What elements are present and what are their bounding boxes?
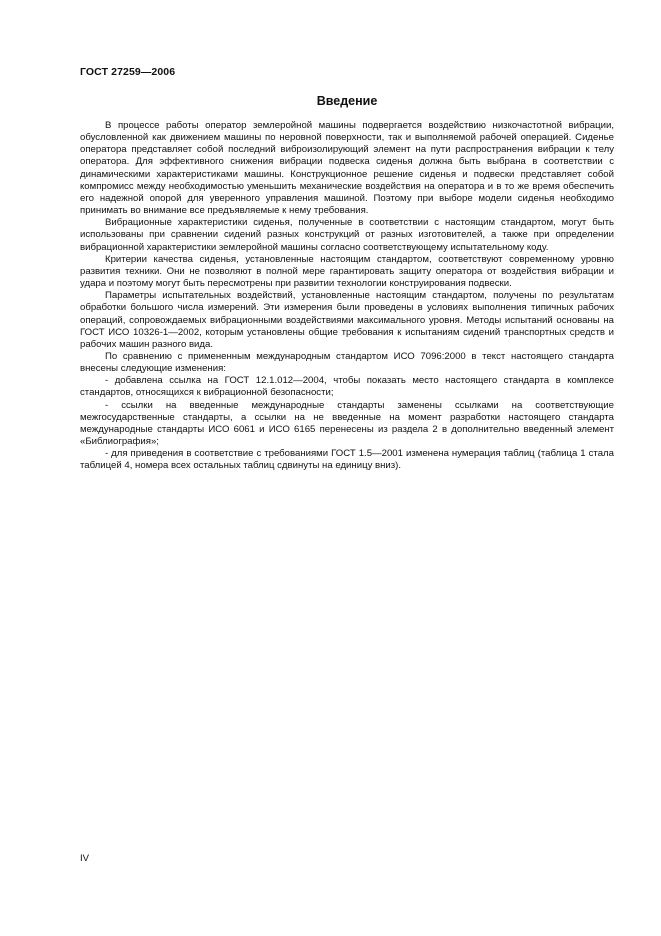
list-item-change-2: - ссылки на введенные международные стандарты заменены ссылками на соответствующие межгосударственные стандарты, а ссылки на не введенные на момент разработки настоящего стандарта международные стандарты ИСО 6061 и ИСО 6165 перенесены из раздела 2 в дополнительно введенный элемент «Библиография»; (80, 399, 614, 448)
list-item-change-3: - для приведения в соответствие с требованиями ГОСТ 1.5—2001 изменена нумерация таблиц (таблица 1 стала таблицей 4, номера всех остальных таблиц сдвинуты на единицу вниз). (80, 448, 614, 472)
paragraph-intro: В процессе работы оператор землеройной машины подвергается воздействию низкочастотной вибрации, обусловленной как движением машины по неровной поверхности, так и выполняемой рабочей операцией. Сиденье оператора представляет собой последний виброизолирующий элемент на пути распространения вибрации к телу оператора. Для эффективного снижения вибрации подвеска сиденья должна быть выбрана в соответствии с динамическими характеристиками машины. Конструкционное решение сиденья и подвески представляет собой компромисс между необходимостью уменьшить механические воздействия на оператора и в то же время обеспечить его надежной опорой для уверенного управления машиной. Поэтому при выборе модели сиденья необходимо принимать во внимание все предъявляемые к нему требования. (80, 120, 614, 217)
paragraph-test-parameters: Параметры испытательных воздействий, установленные настоящим стандартом, получены по результатам обработки большого числа измерений. Эти измерения были проведены в условиях выполнения типичных рабочих операций, сопровождаемых вибрационными воздействиями максимального уровня. Методы испытаний основаны на ГОСТ ИСО 10326-1—2002, которым установлены общие требования к испытаниям сидений транспортных средств и рабочих машин разного вида. (80, 290, 614, 350)
section-title: Введение (316, 94, 378, 108)
list-item-change-1: - добавлена ссылка на ГОСТ 12.1.012—2004, чтобы показать место настоящего стандарта в комплексе стандартов, относящихся к вибрационной безопасности; (80, 375, 614, 399)
paragraph-quality-criteria: Критерии качества сиденья, установленные настоящим стандартом, соответствуют современному уровню развития техники. Они не позволяют в полной мере гарантировать защиту оператора от воздействия вибрации и удара и поэтому могут быть пересмотрены при развитии технологии конструирования подвески. (80, 253, 614, 290)
page-header-standard-code: ГОСТ 27259—2006 (80, 66, 176, 78)
paragraph-vibration-characteristics: Вибрационные характеристики сиденья, полученные в соответствии с настоящим стандартом, могут быть использованы при сравнении сидений разных конструкций от разных изготовителей, а также при определении вибрационной характеристики землеройной машины согласно соответствующему испытательному коду. (80, 217, 614, 253)
paragraph-changes-intro: По сравнению с примененным международным стандартом ИСО 7096:2000 в текст настоящего стандарта внесены следующие изменения: (80, 350, 614, 375)
introduction-body (80, 120, 614, 473)
page-number: IV (80, 853, 90, 864)
